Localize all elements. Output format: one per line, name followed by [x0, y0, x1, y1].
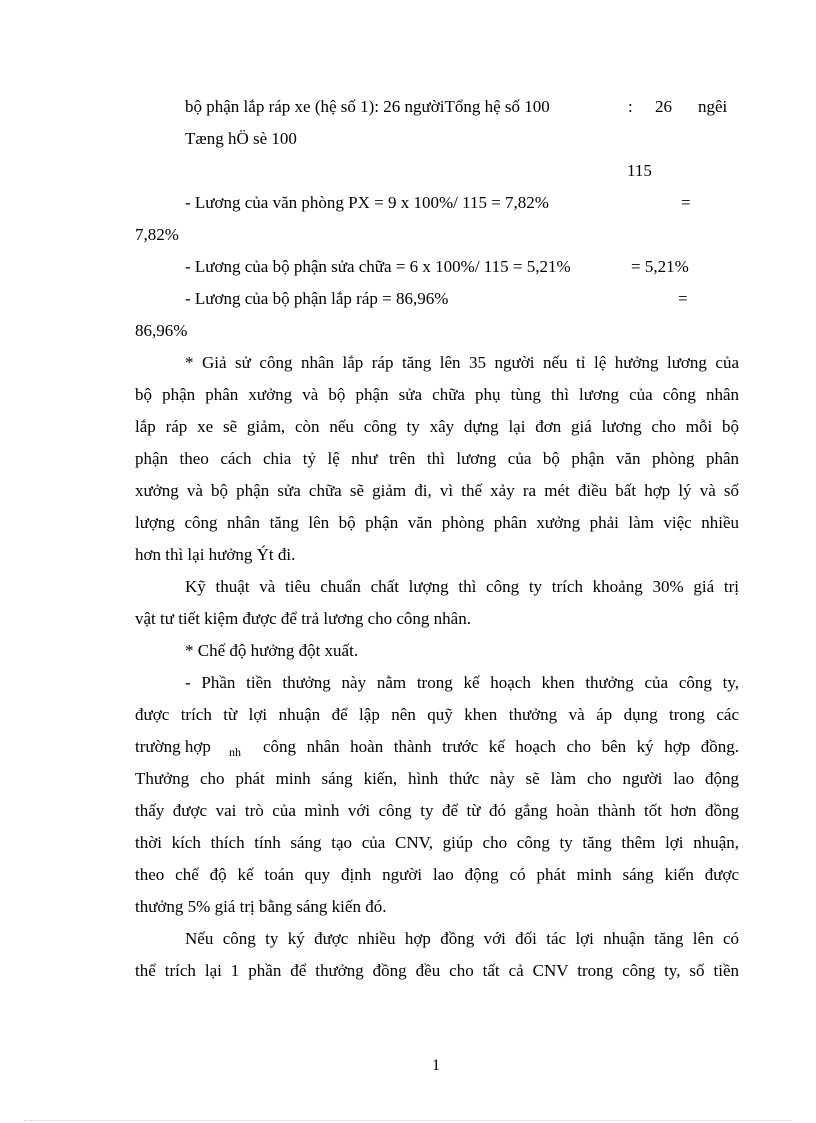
line-3-denominator: 115: [627, 161, 652, 180]
para-2-line-1: Kỹ thuật và tiêu chuẩn chất lượng thì công ty trích khoảng 30% giá trị: [185, 577, 739, 596]
subscript-text: nh: [229, 745, 241, 759]
line-4-equals: =: [681, 193, 691, 212]
para-4-line-2: được trích từ lợi nhuận để lập nên quỹ khen thưởng và áp dụng trong các: [135, 705, 739, 724]
para-4-line-3a: trường hợp: [135, 737, 211, 756]
para-4-line-4: Thưởng cho phát minh sáng kiến, hình thức này sẽ làm cho người lao động: [135, 769, 739, 788]
para-1-line-2: bộ phận phân xưởng và bộ phận sửa chữa phụ tùng thì lương của công nhân: [135, 385, 739, 404]
line-7-equals: =: [678, 289, 688, 308]
page-bottom-divider: [24, 1120, 792, 1121]
para-1-line-3: lắp ráp xe sẽ giảm, còn nếu công ty xây dựng lại đơn giá lương cho mỗi bộ: [135, 417, 739, 436]
para-1-line-6: lượng công nhân tăng lên bộ phận văn phòng phân xưởng phải làm việc nhiều: [135, 513, 739, 532]
para-1-line-7: hơn thì lại hưởng Ýt đi.: [135, 545, 296, 564]
para-2-line-2: vật tư tiết kiệm được để trả lương cho công nhân.: [135, 609, 471, 628]
line-5-result: 7,82%: [135, 225, 179, 244]
line-1-colon: :: [628, 97, 633, 116]
page-number: 1: [432, 1057, 440, 1074]
line-4-formula: - Lương của văn phòng PX = 9 x 100%/ 115 = 7,82%: [185, 193, 549, 212]
para-4-line-7: theo chế độ kế toán quy định người lao động có phát minh sáng kiến được: [135, 865, 739, 884]
para-5-line-1: Nếu công ty ký được nhiều hợp đồng với đối tác lợi nhuận tăng lên có: [185, 929, 739, 948]
para-4-line-6: thời kích thích tính sáng tạo của CNV, giúp cho công ty tăng thêm lợi nhuận,: [135, 833, 739, 852]
para-4-line-3b: công nhân hoàn thành trước kế hoạch cho bên ký hợp đồng.: [263, 737, 739, 756]
line-7-formula: - Lương của bộ phận lắp ráp = 86,96%: [185, 289, 449, 308]
para-1-line-4: phận theo cách chia tỷ lệ như trên thì lương của bộ phận văn phòng phân: [135, 449, 739, 468]
para-3-heading: * Chế độ hưởng đột xuất.: [185, 641, 359, 660]
para-5-line-2: thể trích lại 1 phần để thưởng đồng đều cho tất cả CNV trong công ty, số tiền: [135, 961, 739, 980]
para-1-line-5: xưởng và bộ phận sửa chữa sẽ giảm đi, vì thế xảy ra mét điều bất hợp lý và số: [135, 481, 739, 500]
para-4-line-1: - Phần tiền thưởng này nằm trong kế hoạch khen thưởng của công ty,: [185, 673, 739, 692]
line-1-unit: ngêi: [698, 97, 728, 116]
line-8-result: 86,96%: [135, 321, 188, 340]
line-1-count: 26: [655, 97, 672, 116]
line-6-formula: - Lương của bộ phận sửa chữa = 6 x 100%/ 115 = 5,21%: [185, 257, 571, 276]
para-4-line-5: thấy được vai trò của mình với công ty để từ đó gắng hoàn thành tốt hơn đồng: [135, 801, 739, 820]
para-4-line-8: thưởng 5% giá trị bằng sáng kiến đó.: [135, 897, 387, 916]
para-4-line-3-subscript: [229, 737, 241, 758]
para-1-line-1: * Giả sử công nhân lắp ráp tăng lên 35 người nếu tỉ lệ hưởng lương của: [185, 353, 739, 372]
line-6-result: = 5,21%: [631, 257, 689, 276]
line-2-text: Tæng hÖ sè 100: [185, 129, 297, 148]
line-1-text: bộ phận lắp ráp xe (hệ số 1): 26 ngườiTổng hệ số 100: [185, 97, 550, 116]
